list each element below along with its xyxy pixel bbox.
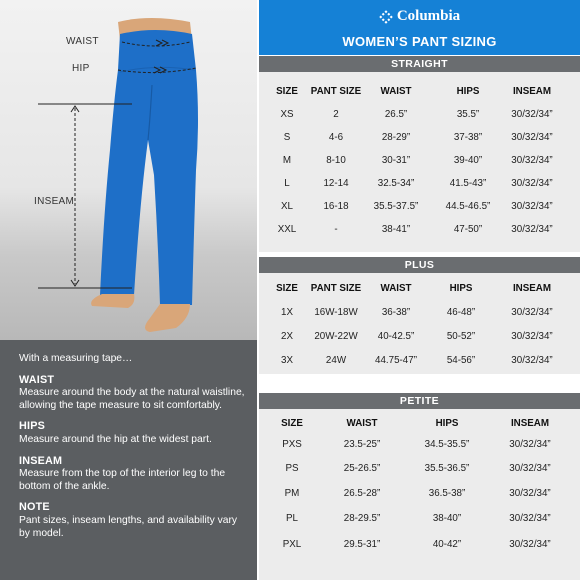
table-cell: 30/32/34” (511, 109, 553, 120)
table-cell: 26.5” (384, 109, 408, 120)
table-cell: 41.5-43” (449, 178, 487, 189)
table-cell: 25-26.5” (343, 463, 381, 474)
table-row (259, 224, 580, 238)
column-header: HIPS (456, 86, 480, 97)
table-cell: 44.5-46.5” (445, 201, 491, 212)
table-row (259, 201, 580, 215)
table-cell: 30/32/34” (509, 439, 551, 450)
measuring-instructions (0, 340, 257, 580)
table-row (259, 513, 580, 527)
size-grid (259, 409, 580, 580)
brand-logo (259, 8, 580, 25)
table-cell: 30/32/34” (511, 307, 553, 318)
instructions-intro: With a measuring tape… (19, 353, 133, 364)
table-cell: 36-38” (381, 307, 411, 318)
column-header: INSEAM (510, 418, 550, 429)
table-cell: M (282, 155, 292, 166)
table-cell: 29.5-31” (343, 539, 381, 550)
column-header: HIPS (449, 283, 473, 294)
table-cell: 47-50” (453, 224, 483, 235)
table-cell: PL (286, 513, 298, 524)
table-row (259, 439, 580, 453)
table-cell: 12-14 (323, 178, 349, 189)
column-header: HIPS (435, 418, 459, 429)
instruction-title: HIPS (19, 420, 45, 433)
petite-size-table (259, 393, 580, 580)
table-cell: 46-48” (446, 307, 476, 318)
table-row (259, 355, 580, 369)
table-cell: 40-42” (432, 539, 462, 550)
table-cell: 3X (281, 355, 293, 366)
table-cell: 30/32/34” (509, 463, 551, 474)
table-cell: 30/32/34” (511, 178, 553, 189)
table-cell: 16W-18W (314, 307, 358, 318)
straight-size-table (259, 56, 580, 268)
table-row (259, 307, 580, 321)
table-row (259, 178, 580, 192)
plus-size-table (259, 257, 580, 390)
table-cell: 30/32/34” (511, 355, 553, 366)
column-header: WAIST (380, 283, 412, 294)
column-header: PANT SIZE (310, 283, 362, 294)
table-cell: 30/32/34” (511, 155, 553, 166)
section-title: PLUS (259, 257, 580, 273)
column-header: INSEAM (512, 283, 552, 294)
table-row (259, 132, 580, 146)
table-cell: 34.5-35.5” (424, 439, 470, 450)
instruction-waist (19, 374, 247, 413)
table-cell: XXL (277, 224, 297, 235)
table-cell: 30/32/34” (509, 488, 551, 499)
size-grid (259, 72, 580, 268)
table-row (259, 331, 580, 345)
column-header: SIZE (276, 86, 298, 97)
instruction-note (19, 501, 247, 540)
section-title: STRAIGHT (259, 56, 580, 72)
table-cell: 8-10 (326, 155, 346, 166)
table-row (259, 488, 580, 502)
hip-label: HIP (72, 63, 90, 74)
table-cell: XS (280, 109, 294, 120)
brand-name: Columbia (396, 8, 461, 24)
table-cell: 20W-22W (314, 331, 358, 342)
column-header: WAIST (380, 86, 412, 97)
table-cell: L (284, 178, 290, 189)
table-cell: 28-29.5” (343, 513, 381, 524)
table-header-row (259, 86, 580, 100)
pant-figure-graphic (0, 0, 257, 340)
table-cell: 50-52” (446, 331, 476, 342)
table-cell: 39-40” (453, 155, 483, 166)
table-cell: 54-56” (446, 355, 476, 366)
table-cell: 30/32/34” (511, 224, 553, 235)
table-cell: - (334, 224, 338, 235)
table-cell: 30/32/34” (509, 513, 551, 524)
table-row (259, 155, 580, 169)
table-cell: 24W (325, 355, 347, 366)
header-banner (259, 0, 580, 55)
table-cell: 35.5-36.5” (424, 463, 470, 474)
column-header: INSEAM (512, 86, 552, 97)
instruction-text: Measure from the top of the interior leg to the bottom of the ankle. (19, 468, 226, 492)
table-cell: 2 (333, 109, 339, 120)
table-cell: S (283, 132, 291, 143)
column-header: WAIST (346, 418, 378, 429)
table-cell: 44.75-47” (375, 355, 417, 366)
table-header-row (259, 283, 580, 297)
table-cell: PXS (282, 439, 302, 450)
page-title: WOMEN’S PANT SIZING (342, 34, 497, 49)
table-cell: PM (284, 488, 300, 499)
table-cell: 2X (281, 331, 293, 342)
table-cell: 30/32/34” (509, 539, 551, 550)
column-header: PANT SIZE (310, 86, 362, 97)
table-cell: 1X (281, 307, 293, 318)
instruction-title: WAIST (19, 373, 55, 386)
table-cell: 35.5-37.5” (373, 201, 419, 212)
instruction-text: Measure around the body at the natural waistline, allowing the tape measure to sit comfortably. (19, 387, 245, 411)
instruction-hips (19, 420, 247, 446)
table-cell: 30/32/34” (511, 331, 553, 342)
table-cell: 38-40” (432, 513, 462, 524)
size-grid (259, 273, 580, 390)
table-cell: 38-41” (381, 224, 411, 235)
table-cell: 37-38” (453, 132, 483, 143)
column-header: SIZE (281, 418, 303, 429)
table-cell: 23.5-25” (343, 439, 381, 450)
table-row (259, 109, 580, 123)
table-cell: PXL (282, 539, 302, 550)
table-row (259, 463, 580, 477)
table-cell: 30/32/34” (511, 201, 553, 212)
table-cell: 36.5-38” (428, 488, 466, 499)
table-cell: 4-6 (328, 132, 344, 143)
table-row (259, 539, 580, 553)
instruction-inseam (19, 455, 247, 494)
pant-illustration (0, 0, 257, 340)
instruction-title: NOTE (19, 501, 50, 514)
instruction-text: Pant sizes, inseam lengths, and availability vary by model. (19, 514, 238, 539)
table-cell: 35.5” (456, 109, 480, 120)
table-cell: 30-31” (381, 155, 411, 166)
column-header: SIZE (276, 283, 298, 294)
table-cell: 32.5-34” (377, 178, 415, 189)
table-cell: 40-42.5” (377, 331, 415, 342)
section-title: PETITE (259, 393, 580, 409)
table-cell: 26.5-28” (343, 488, 381, 499)
table-cell: 28-29” (381, 132, 411, 143)
table-cell: 30/32/34” (511, 132, 553, 143)
instruction-title: INSEAM (19, 454, 63, 467)
inseam-label: INSEAM (34, 196, 75, 207)
waist-label: WAIST (66, 36, 99, 47)
diamond-logo-icon (379, 10, 393, 24)
table-cell: 16-18 (323, 201, 349, 212)
section-gap (259, 374, 580, 393)
table-header-row (259, 418, 580, 432)
instruction-text: Measure around the hip at the widest part. (19, 433, 212, 445)
table-cell: PS (285, 463, 299, 474)
table-cell: XL (281, 201, 293, 212)
